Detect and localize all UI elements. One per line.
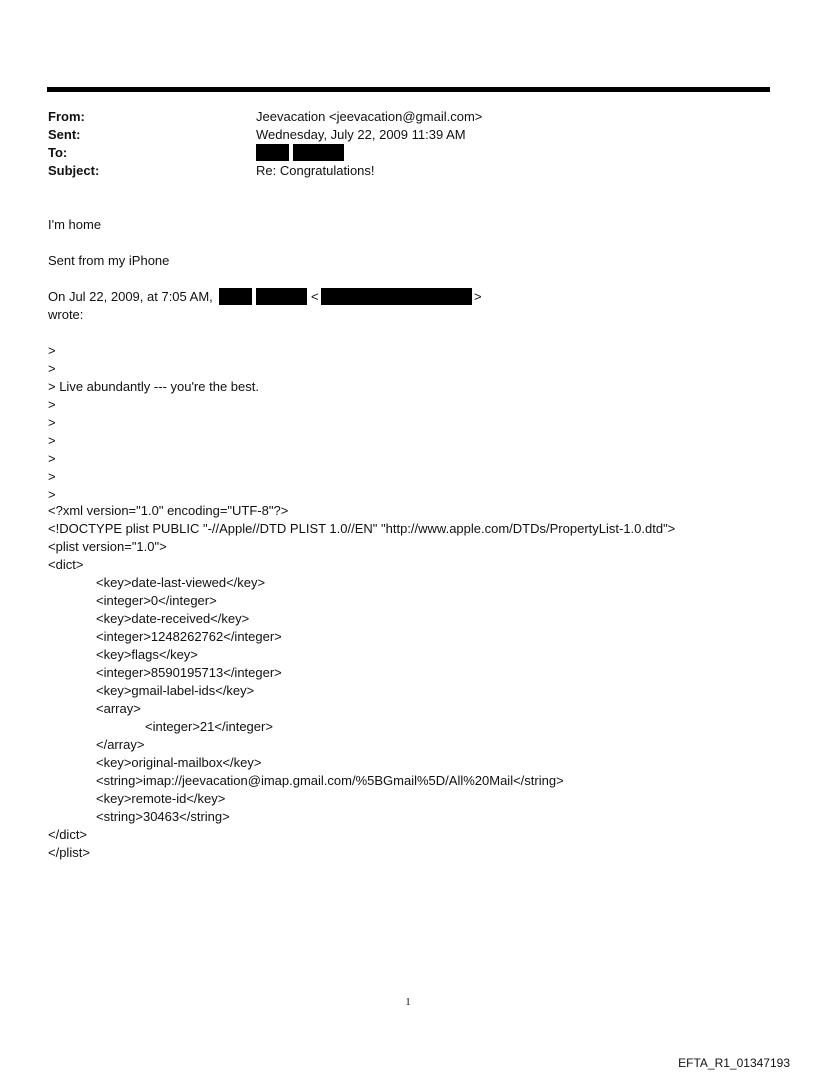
subject-label: Subject: [48,163,100,178]
quoted-line: > [48,397,56,412]
plist-line: <key>date-received</key> [96,611,250,626]
plist-line: <integer>1248262762</integer> [96,629,282,644]
signature-line: Sent from my iPhone [48,253,170,268]
plist-line: <?xml version="1.0" encoding="UTF-8"?> [48,503,289,518]
plist-line: <key>gmail-label-ids</key> [96,683,255,698]
plist-line: <!DOCTYPE plist PUBLIC "-//Apple//DTD PLIST 1.0//EN" "http://www.apple.com/DTDs/PropertyList-1.0.dtd"> [48,521,676,536]
quote-intro-lt: < [311,289,319,304]
plist-line: <plist version="1.0"> [48,539,167,554]
quoted-line: > [48,487,56,502]
plist-line: <array> [96,701,141,716]
plist-line: <dict> [48,557,84,572]
from-label: From: [48,109,85,124]
to-label: To: [48,145,68,160]
quote-intro-gt: > [474,289,482,304]
plist-line: <key>date-last-viewed</key> [96,575,266,590]
plist-line: <integer>8590195713</integer> [96,665,282,680]
redaction-box [321,288,472,305]
quoted-line: > [48,451,56,466]
quote-intro-wrote: wrote: [48,307,84,322]
redaction-box [293,144,344,161]
sent-value: Wednesday, July 22, 2009 11:39 AM [256,127,466,142]
quoted-line: > [48,433,56,448]
plist-line: <string>30463</string> [96,809,230,824]
plist-line: <key>original-mailbox</key> [96,755,262,770]
redaction-box [256,144,289,161]
plist-line: <integer>21</integer> [145,719,273,734]
header-divider [47,87,770,92]
plist-line: </dict> [48,827,88,842]
body-line: I'm home [48,217,102,232]
quoted-line: > [48,469,56,484]
plist-line: </array> [96,737,145,752]
quoted-line: > [48,361,56,376]
subject-value: Re: Congratulations! [256,163,375,178]
quoted-line: > [48,343,56,358]
from-value: Jeevacation <jeevacation@gmail.com> [256,109,483,124]
plist-line: </plist> [48,845,90,860]
redaction-box [256,288,307,305]
plist-line: <key>remote-id</key> [96,791,226,806]
quote-intro: On Jul 22, 2009, at 7:05 AM, [48,289,213,304]
quoted-line: > Live abundantly --- you're the best. [48,379,259,394]
plist-line: <key>flags</key> [96,647,198,662]
plist-line: <string>imap://jeevacation@imap.gmail.com/%5BGmail%5D/All%20Mail</string> [96,773,564,788]
plist-line: <integer>0</integer> [96,593,217,608]
bates-number: EFTA_R1_01347193 [678,1056,790,1070]
sent-label: Sent: [48,127,81,142]
redaction-box [219,288,252,305]
page-number: 1 [405,996,411,1008]
quoted-line: > [48,415,56,430]
